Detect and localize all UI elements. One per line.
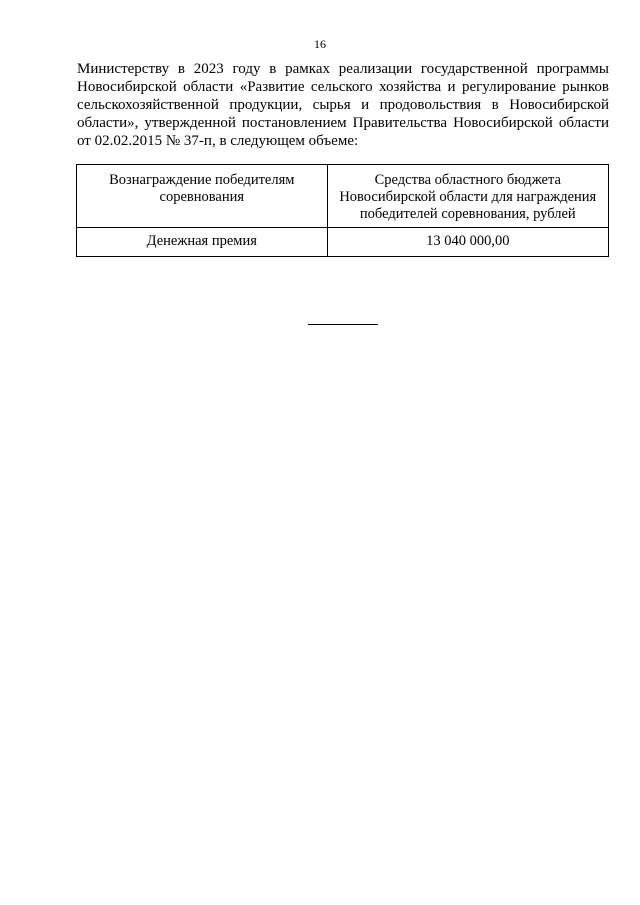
body-paragraph <box>77 60 609 150</box>
table-header-award-text: Вознаграждение победителям соревнования <box>109 172 295 205</box>
table-cell-award-type: Денежная премия <box>77 228 328 257</box>
page-number: 16 <box>314 37 326 51</box>
paragraph-line: сельскохозяйственной продукции, сырья и продовольствия в Новосибирской <box>77 97 609 113</box>
paragraph-line: Министерству в 2023 году в рамках реализации государственной программы <box>77 61 609 77</box>
award-table <box>76 164 609 257</box>
table-header-funds-text: Средства областного бюджета Новосибирской области для награждения победителей соревнования, рублей <box>339 172 597 222</box>
end-rule-divider <box>308 324 378 325</box>
table-header-award <box>77 165 328 228</box>
paragraph-line: Новосибирской области «Развитие сельского хозяйства и регулирование рынков <box>77 79 609 95</box>
table-row <box>77 228 609 257</box>
table-cell-amount: 13 040 000,00 <box>327 228 608 257</box>
table-header-row <box>77 165 609 228</box>
paragraph-line: области», утвержденной постановлением Правительства Новосибирской области <box>77 115 609 131</box>
paragraph-line: от 02.02.2015 № 37-п, в следующем объеме: <box>77 133 359 149</box>
table-header-funds <box>327 165 608 228</box>
